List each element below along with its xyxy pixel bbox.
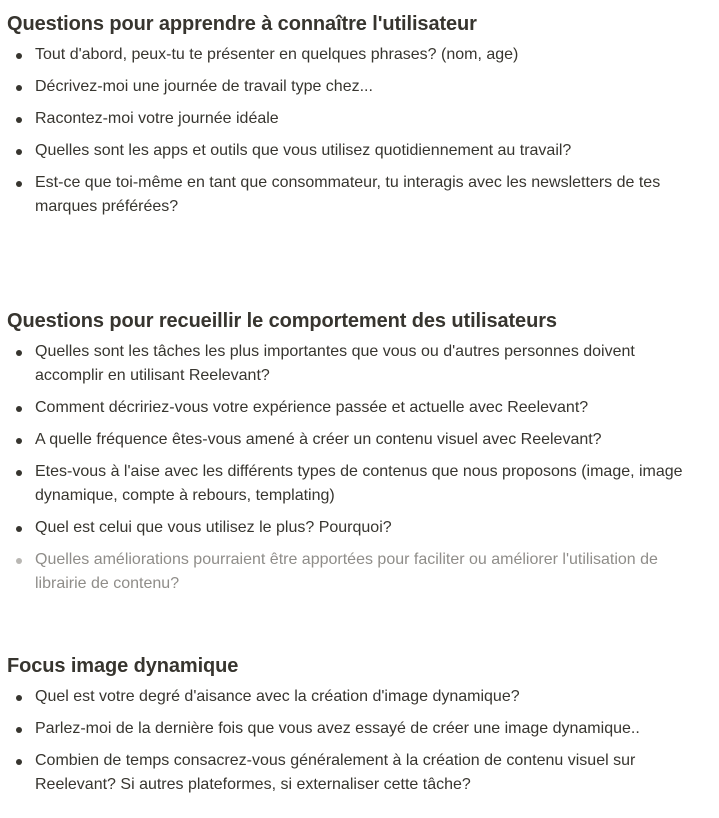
list-item[interactable] (7, 460, 707, 508)
list-item-text: Quel est celui que vous utilisez le plus? Pourquoi? (35, 519, 392, 536)
section-dynamic-image-focus (7, 653, 707, 805)
list-item-text: Quel est votre degré d'aisance avec la création d'image dynamique? (35, 688, 520, 705)
list-item-text: Parlez-moi de la dernière fois que vous avez essayé de créer une image dynamique.. (35, 720, 640, 737)
list-item-text: Combien de temps consacrez-vous généralement à la création de contenu visuel sur Reelevant? Si autres plateformes, si externaliser cette tâche? (35, 752, 636, 793)
list-item[interactable] (7, 749, 707, 797)
list-item-text: Décrivez-moi une journée de travail type chez... (35, 78, 373, 95)
list-item[interactable] (7, 75, 707, 99)
bullet-icon (16, 558, 22, 564)
bullet-icon (16, 350, 22, 356)
list-item[interactable] (7, 516, 707, 540)
bullet-icon (16, 85, 22, 91)
list-item[interactable] (7, 139, 707, 163)
bullet-icon (16, 438, 22, 444)
section-user-behavior (7, 308, 707, 604)
list-item-text: Racontez-moi votre journée idéale (35, 110, 279, 127)
list-item[interactable] (7, 107, 707, 131)
list-item-text: Comment décririez-vous votre expérience passée et actuelle avec Reelevant? (35, 399, 589, 416)
list-item[interactable] (7, 428, 707, 452)
section-user-knowledge (7, 11, 707, 227)
bullet-icon (16, 406, 22, 412)
list-item-text: A quelle fréquence êtes-vous amené à créer un contenu visuel avec Reelevant? (35, 431, 602, 448)
list-item[interactable] (7, 396, 707, 420)
bullet-icon (16, 117, 22, 123)
list-item[interactable] (7, 717, 707, 741)
bullet-icon (16, 526, 22, 532)
bullet-icon (16, 695, 22, 701)
bullet-icon (16, 181, 22, 187)
bullet-icon (16, 470, 22, 476)
list-item-text: Quelles améliorations pourraient être apportées pour faciliter ou améliorer l'utilisation de librairie de contenu? (35, 551, 658, 592)
list-item-text: Tout d'abord, peux-tu te présenter en quelques phrases? (nom, age) (35, 46, 519, 63)
list-item[interactable] (7, 171, 707, 219)
list-item-text: Quelles sont les tâches les plus importantes que vous ou d'autres personnes doivent accomplir en utilisant Reelevant? (35, 343, 635, 384)
bullet-list (7, 340, 707, 596)
list-item-text: Quelles sont les apps et outils que vous utilisez quotidiennement au travail? (35, 142, 572, 159)
bullet-icon (16, 759, 22, 765)
list-item[interactable] (7, 340, 707, 388)
bullet-icon (16, 149, 22, 155)
section-heading: Questions pour recueillir le comportement des utilisateurs (7, 310, 557, 332)
list-item[interactable] (7, 685, 707, 709)
bullet-icon (16, 53, 22, 59)
bullet-list (7, 43, 707, 219)
bullet-list (7, 685, 707, 797)
list-item-text: Etes-vous à l'aise avec les différents types de contenus que nous proposons (image, image dynamique, compte à rebours, templating) (35, 463, 683, 504)
list-item-text: Est-ce que toi-même en tant que consommateur, tu interagis avec les newsletters de tes marques préférées? (35, 174, 661, 215)
section-heading: Questions pour apprendre à connaître l'utilisateur (7, 13, 477, 35)
list-item[interactable] (7, 43, 707, 67)
section-heading: Focus image dynamique (7, 655, 239, 677)
list-item-muted[interactable] (7, 548, 707, 596)
bullet-icon (16, 727, 22, 733)
